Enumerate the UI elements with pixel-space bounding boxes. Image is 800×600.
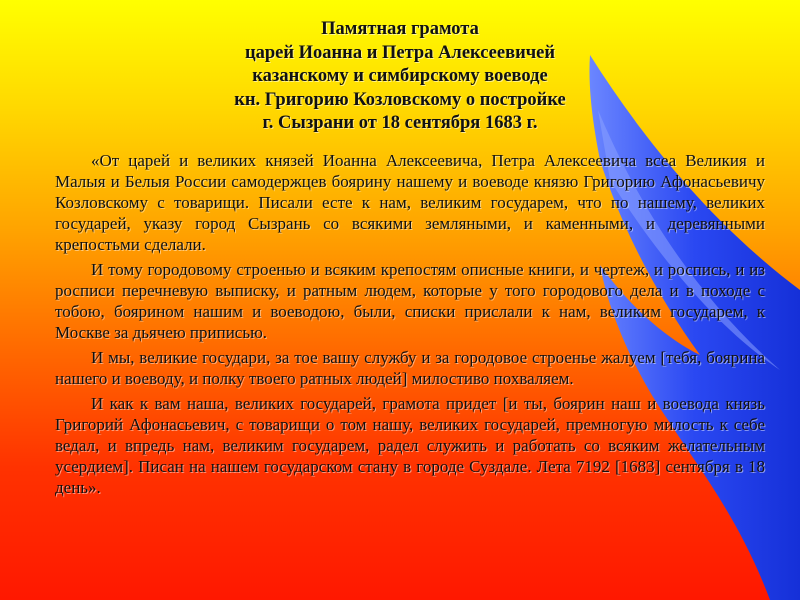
document-body <box>55 150 765 502</box>
title-line: Памятная грамота <box>321 19 479 39</box>
title-line: г. Сызрани от 18 сентября 1683 г. <box>262 113 538 133</box>
body-paragraph: И мы, великие государи, за тое вашу службу и за городовое строенье жалуем [тебя, боярина нашего и воеводу, и полку твоего ратных людей] милостиво похваляем. <box>55 348 765 388</box>
document-title <box>150 18 650 136</box>
title-line: кн. Григорию Козловскому о постройке <box>234 89 566 110</box>
title-line: казанскому и симбирскому воеводе <box>252 66 548 86</box>
body-paragraph: «От царей и великих князей Иоанна Алексеевича, Петра Алексеевича всеа Великия и Малыя и Белыя России самодержцев боярину нашему и воеводе князю Григорию Афонасьевичу Козловскому с товарищи. Писали есте к нам, великим государем, что по нашему, великих государей, указу город Сызрань со всякими земляными, и каменными, и деревянными крепостьми сделали. <box>55 151 765 254</box>
body-paragraph: И как к вам наша, великих государей, грамота придет [и ты, боярин наш и воевода князь Григорий Афонасьевич, с товарищи о том нашу, великих государей, премногую милость к себе ведал, и впредь нам, великим государем, радел служить и работать со всяким желательным усердием]. Писан на нашем государском стану в городе Суздале. Лета 7192 [1683] сентября в 18 день». <box>55 394 765 497</box>
title-line: царей Иоанна и Петра Алексеевичей <box>244 42 556 63</box>
body-paragraph: И тому городовому строенью и всяким крепостям описные книги, и чертеж, и роспись, и из росписи перечневую выписку, и ратным людем, которые у того городового дела и в походе с тобою, боярином нашим и воеводою, были, списки прислали к нам, великим государем, к Москве за дьячею приписью. <box>55 260 765 342</box>
